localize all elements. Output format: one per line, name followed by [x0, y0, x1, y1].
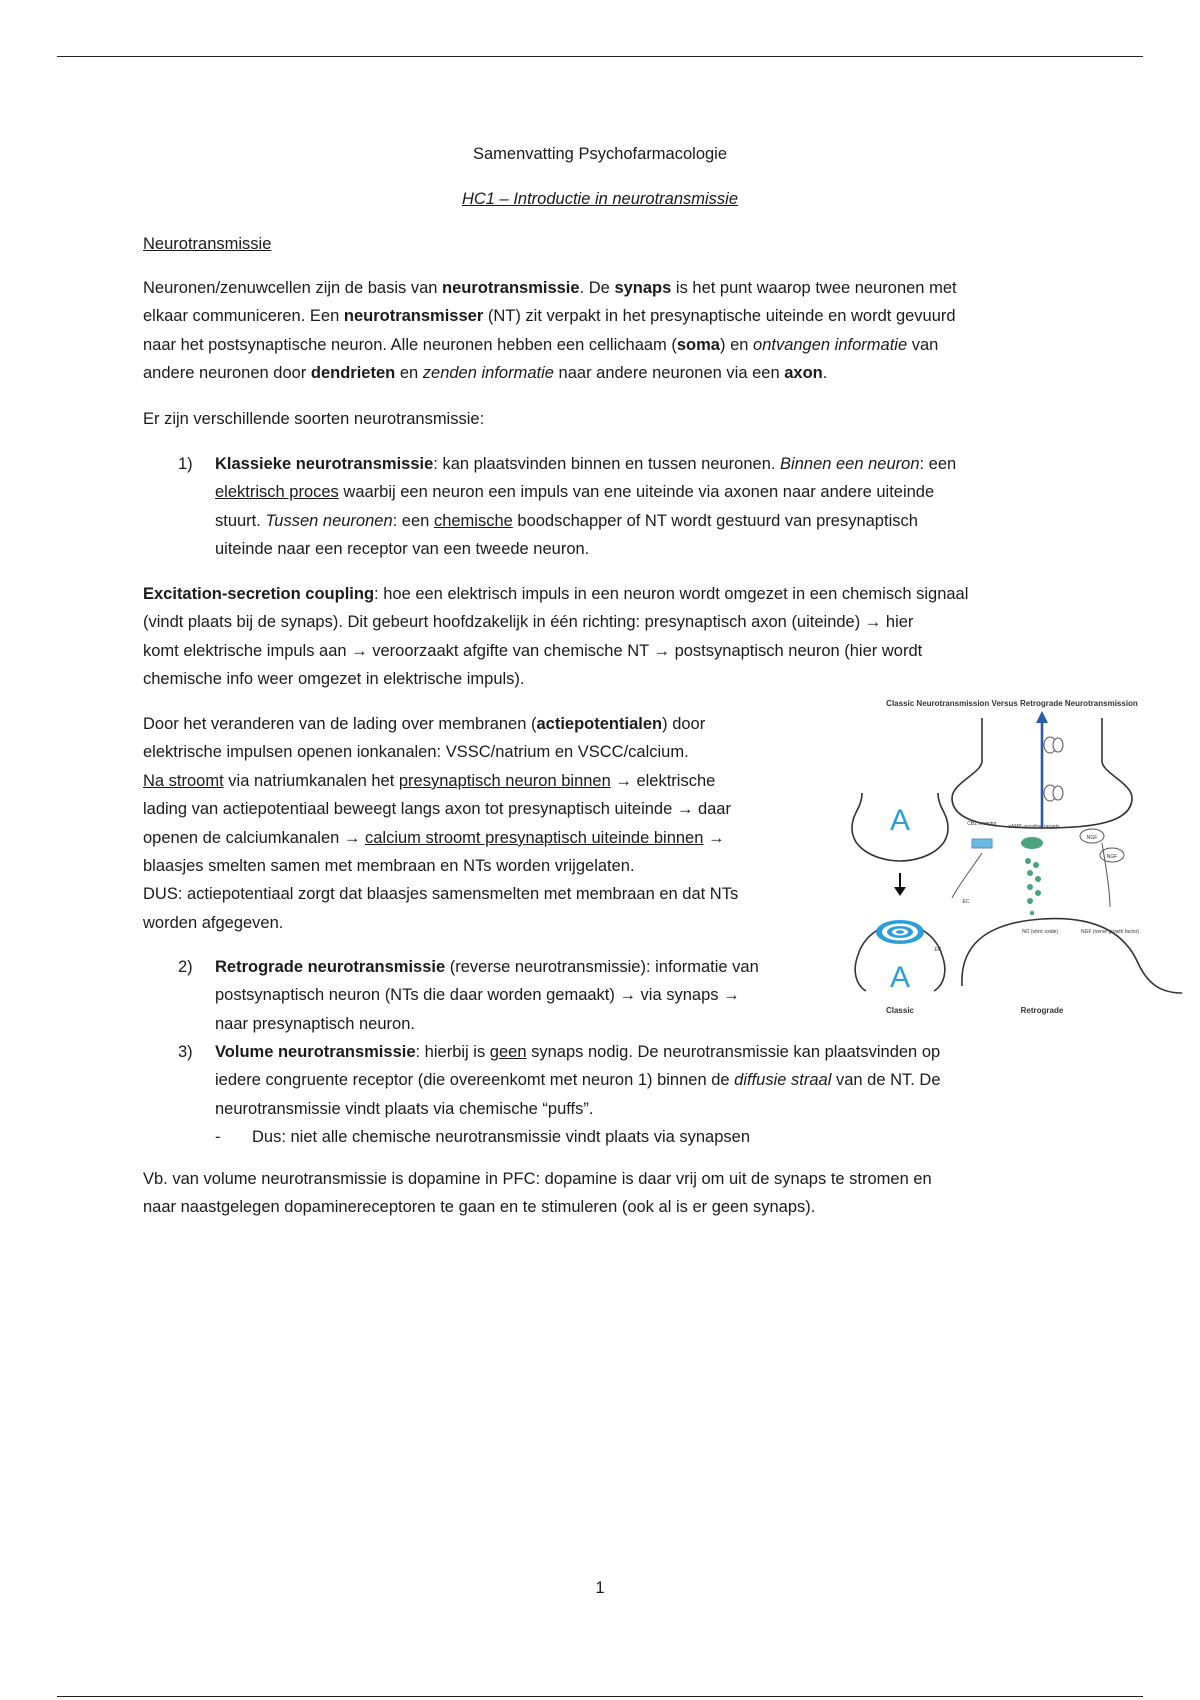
underlined-geen: geen [489, 1043, 527, 1061]
text-run: via natriumkanalen het [223, 771, 399, 790]
text-run: → [703, 828, 725, 847]
coupling-paragraph [143, 580, 1063, 694]
intro-line-1 [143, 274, 1063, 302]
page-number: 1 [595, 1579, 605, 1597]
action-line-3 [143, 767, 823, 795]
text-run: : een [392, 511, 434, 530]
text-run: synaps nodig. De neurotransmissie kan plaatsvinden op [526, 1043, 941, 1061]
term-dendrieten: dendrieten [310, 364, 396, 383]
no-particle [1027, 898, 1033, 904]
item3-line-1 [215, 1038, 1075, 1066]
action-line-6: blaasjes smelten samen met membraan en NTs worden vrijgelaten. [143, 857, 635, 876]
emphasis-binnen: Binnen een neuron [780, 455, 920, 473]
action-line-2: elektrische impulsen openen ionkanalen: VSSC/natrium en VSCC/calcium. [143, 743, 689, 762]
target-circle [1053, 738, 1063, 752]
intro-line-3 [143, 331, 1063, 359]
action-potential-paragraph [143, 710, 823, 937]
no-particle [1030, 911, 1034, 915]
emphasis-zenden: zenden informatie [422, 364, 554, 383]
list-item-body [215, 953, 835, 1038]
no-particle [1027, 884, 1033, 890]
text-run: ) door [662, 715, 706, 733]
intro-line-4 [143, 359, 1063, 387]
cb1-receptor [972, 839, 992, 848]
action-line-4: lading van actiepotentiaal beweegt langs axon tot presynaptisch uiteinde → daar [143, 800, 731, 819]
term-axon: axon [784, 364, 823, 383]
term-excitation-secretion: Excitation-secretion coupling [143, 585, 375, 603]
text-run: openen de calciumkanalen → [143, 828, 365, 847]
emphasis-diffusie-straal: diffusie straal [734, 1071, 832, 1090]
ec-connector [952, 853, 982, 898]
item2-line-1 [215, 953, 835, 981]
text-run: : een [919, 455, 957, 473]
underlined-na-stroomt: Na stroomt [143, 771, 224, 790]
camp-target [1021, 837, 1043, 849]
text-run: : kan plaatsvinden binnen en tussen neuronen. [433, 455, 781, 473]
no-particle [1035, 876, 1041, 882]
ngf-receptor-1-label: NGF [1086, 835, 1098, 841]
text-run: Door het veranderen van de lading over membranen ( [143, 715, 537, 733]
term-neurotransmissie: neurotransmissie [442, 279, 580, 297]
example-line-1: Vb. van volume neurotransmissie is dopamine in PFC: dopamine is daar vrij om uit de synaps te stromen en [143, 1170, 932, 1188]
figure-title: Classic Neurotransmission Versus Retrograde Neurotransmission [886, 699, 1138, 708]
item2-line-3: naar presynaptisch neuron. [215, 1014, 415, 1033]
document-title: Samenvatting Psychofarmacologie [472, 145, 728, 163]
underlined-elektrisch-proces: elektrisch proces [215, 483, 339, 502]
term-volume: Volume neurotransmissie [215, 1043, 416, 1061]
text-run: . [822, 364, 828, 383]
text-run: iedere congruente receptor (die overeenkomt met neuron 1) binnen de [215, 1071, 735, 1090]
emphasis-tussen: Tussen neuronen [265, 511, 393, 530]
text-run: : hoe een elektrisch impuls in een neuron wordt omgezet in een chemisch signaal [374, 585, 969, 603]
retrograde-caption: Retrograde [1020, 1006, 1064, 1015]
list-number: 3) [178, 1043, 193, 1061]
text-run: . De [579, 279, 615, 297]
text-run: naar het postsynaptische neuron. Alle neuronen hebben een cellichaam ( [143, 335, 677, 354]
classic-label-a-top: A [889, 804, 911, 837]
example-paragraph [143, 1165, 1063, 1222]
retrograde-arrow-head [1036, 711, 1048, 723]
text-run: elkaar communiceren. Een [143, 307, 344, 326]
term-retrograde: Retrograde neurotransmissie [215, 958, 446, 976]
example-line-2: naar naastgelegen dopaminereceptoren te gaan en te stimuleren (ook al is er geen synaps). [143, 1198, 816, 1217]
ngf-full-label: NGF (nerve growth factor) [1080, 929, 1140, 935]
sub-bullet-row [215, 1123, 1075, 1151]
no-particle [1033, 862, 1039, 868]
item1-line-3 [215, 507, 1075, 535]
sub-bullet-dash: - [215, 1128, 221, 1147]
list-number: 2) [178, 958, 193, 976]
text-run: stuurt. [215, 511, 266, 530]
text-run: andere neuronen door [143, 364, 311, 383]
action-line-7: DUS: actiepotentiaal zorgt dat blaasjes samensmelten met membraan en dat NTs [143, 885, 739, 904]
no-particles [1025, 858, 1041, 915]
text-run: boodschapper of NT wordt gestuurd van presynaptisch [512, 511, 918, 530]
item2-line-2: postsynaptisch neuron (NTs die daar worden gemaakt) → via synaps → [215, 986, 740, 1005]
ec-label-bottom: EC [934, 947, 942, 953]
text-run: naar andere neuronen via een [553, 364, 785, 383]
item1-line-4: uiteinde naar een receptor van een tweede neuron. [215, 540, 590, 559]
no-particle [1035, 890, 1041, 896]
text-run: ) en [719, 335, 754, 354]
no-particle [1025, 858, 1031, 864]
retrograde-postsynaptic-terminal [962, 919, 1182, 993]
list-item-body [215, 450, 1075, 564]
text-run: Neuronen/zenuwcellen zijn de basis van [143, 279, 443, 297]
sub-bullet-text: Dus: niet alle chemische neurotransmissie vindt plaats via synapsen [252, 1128, 750, 1147]
text-run: van [907, 335, 939, 354]
classic-label-a-bottom: A [889, 961, 911, 994]
text-run: van de NT. De [831, 1071, 941, 1090]
classic-caption: Classic [885, 1006, 915, 1015]
text-run: is het punt waarop twee neuronen met [671, 279, 957, 297]
item1-line-2 [215, 478, 1075, 506]
item3-line-3: neurotransmissie vindt plaats via chemische “puffs”. [215, 1099, 594, 1118]
list-item-body [215, 1038, 1075, 1151]
figure-svg [842, 693, 1182, 1023]
underlined-calcium: calcium stroomt presynaptisch uiteinde binnen [364, 828, 704, 847]
list-number: 1) [178, 455, 193, 473]
retrograde-intracellular-targets [1044, 737, 1063, 801]
footer-rule [57, 1696, 1143, 1697]
section-heading: Neurotransmissie [143, 235, 272, 253]
target-circle [1053, 786, 1063, 800]
classic-arrow-head [894, 887, 906, 896]
text-run: : hierbij is [415, 1043, 490, 1061]
term-neurotransmisser: neurotransmisser [343, 307, 484, 326]
ec-label: EC [962, 899, 970, 905]
underlined-presynaptisch-binnen: presynaptisch neuron binnen [398, 771, 611, 790]
text-run: en [395, 364, 423, 383]
text-run: → elektrische [610, 771, 716, 790]
action-line-8: worden afgegeven. [143, 913, 284, 932]
term-klassieke: Klassieke neurotransmissie [215, 455, 434, 473]
receptor-ring-inner [896, 930, 904, 934]
no-particle [1027, 870, 1033, 876]
coupling-line-4: chemische info weer omgezet in elektrische impuls). [143, 670, 525, 689]
action-line-5 [143, 824, 823, 852]
term-soma: soma [676, 335, 720, 354]
types-intro: Er zijn verschillende soorten neurotransmissie: [143, 410, 485, 428]
text-run: (reverse neurotransmissie): informatie van [445, 958, 759, 976]
ngf-receptor-2-label: NGF [1106, 854, 1118, 860]
camp-label: cAMP-sensitive targets [1008, 824, 1060, 830]
no-label: NO (nitric oxide) [1021, 929, 1059, 935]
term-actiepotentialen: actiepotentialen [536, 715, 663, 733]
document-subtitle-text: HC1 – Introductie in neurotransmissie [461, 190, 739, 208]
cb1-label: CB1 receptor [967, 821, 997, 827]
document-subtitle [0, 185, 1200, 213]
item3-line-2 [215, 1066, 1075, 1094]
header-rule [57, 56, 1143, 57]
item1-line-1 [215, 450, 1075, 478]
intro-line-2 [143, 302, 1063, 330]
classic-receptor-rings [876, 920, 924, 944]
text-run: waarbij een neuron een impuls van ene uiteinde via axonen naar andere uiteinde [338, 483, 935, 502]
action-line-1 [143, 710, 823, 738]
emphasis-ontvangen: ontvangen informatie [753, 335, 908, 354]
text-run: (NT) zit verpakt in het presynaptische uiteinde en wordt gevuurd [483, 307, 956, 326]
intro-paragraph [143, 274, 1063, 388]
term-synaps: synaps [614, 279, 672, 297]
coupling-line-2: (vindt plaats bij de synaps). Dit gebeurt hoofdzakelijk in één richting: presynaptisch axon (uiteinde) → hier [143, 613, 914, 632]
neurotransmission-figure [842, 693, 1182, 1023]
coupling-line-1 [143, 580, 1063, 608]
underlined-chemische: chemische [433, 511, 513, 530]
coupling-line-3: komt elektrische impuls aan → veroorzaakt afgifte van chemische NT → postsynaptisch neuron (hier wordt [143, 641, 923, 660]
